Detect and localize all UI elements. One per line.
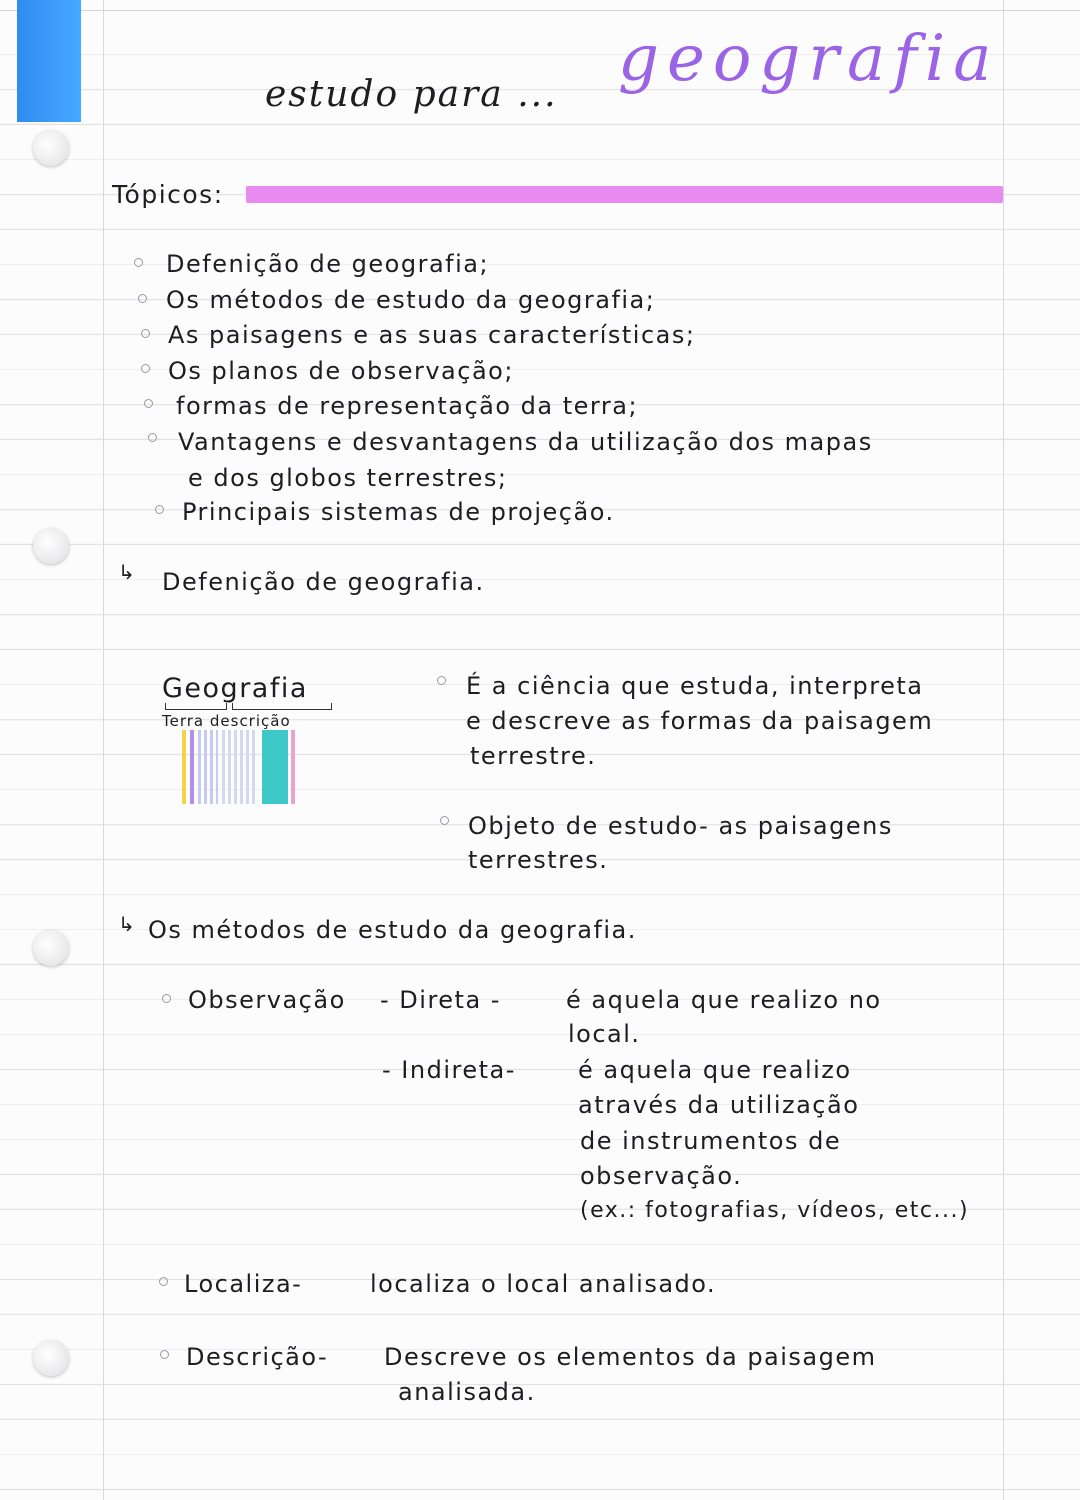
right-margin-line: [1003, 0, 1004, 1500]
descricao-line: analisada.: [398, 1378, 536, 1406]
header-prefix: estudo para ...: [265, 74, 558, 115]
descricao-label: Descrição-: [186, 1343, 329, 1371]
indireta-line: é aquela que realizo: [578, 1056, 852, 1084]
highlighter-swatch: [222, 730, 258, 804]
highlighter-swatch: [190, 730, 194, 804]
topic-item: Defenição de geografia;: [166, 250, 490, 278]
descricao-line: Descreve os elementos da paisagem: [384, 1343, 877, 1371]
topic-item: As paisagens e as suas características;: [168, 321, 696, 349]
topics-highlight-bar: [246, 186, 1003, 203]
bullet-icon: [141, 364, 150, 373]
topic-item: formas de representação da terra;: [176, 392, 639, 420]
geografia-word: Geografia: [162, 673, 308, 704]
highlighter-swatch: [182, 730, 186, 804]
indireta-line: através da utilização: [578, 1091, 860, 1119]
section-heading: Os métodos de estudo da geografia.: [148, 916, 637, 944]
page-tab-marker: [17, 0, 81, 122]
bullet-icon: [134, 258, 143, 267]
highlighter-swatch: [198, 730, 218, 804]
underbrace-terra: [165, 703, 227, 710]
binder-hole: [33, 130, 69, 166]
word-parts: Terra descrição: [162, 712, 291, 730]
topic-item: Os métodos de estudo da geografia;: [166, 286, 656, 314]
bullet-icon: [160, 1350, 169, 1359]
indireta-line: de instrumentos de: [580, 1127, 842, 1155]
bullet-icon: [148, 433, 157, 442]
direta-label: - Direta -: [380, 986, 501, 1014]
topic-item-continuation: e dos globos terrestres;: [188, 464, 508, 492]
bullet-icon: [141, 329, 150, 338]
arrow-icon: ↳: [118, 560, 135, 584]
highlighter-swatch: [291, 730, 295, 804]
topic-item: Principais sistemas de projeção.: [182, 498, 615, 526]
bullet-icon: [162, 994, 171, 1003]
indireta-example: (ex.: fotografias, vídeos, etc...): [580, 1198, 970, 1223]
topic-item: Os planos de observação;: [168, 357, 514, 385]
bullet-icon: [138, 294, 147, 303]
definition-line: É a ciência que estuda, interpreta: [466, 672, 924, 700]
top-rule: [0, 10, 1080, 11]
bullet-icon: [437, 676, 446, 685]
localiza-text: localiza o local analisado.: [370, 1270, 717, 1298]
left-margin-line: [103, 0, 104, 1500]
object-line: terrestres.: [468, 846, 609, 874]
underbrace-descricao: [232, 703, 332, 710]
observacao-label: Observação: [188, 986, 346, 1014]
arrow-icon: ↳: [118, 912, 135, 936]
header-subject: geografia: [618, 22, 1000, 96]
bullet-icon: [155, 505, 164, 514]
direta-line: é aquela que realizo no: [566, 986, 882, 1014]
bullet-icon: [144, 399, 153, 408]
topics-label: Tópicos:: [112, 180, 224, 209]
section-heading: Defenição de geografia.: [162, 568, 485, 596]
indireta-label: - Indireta-: [382, 1056, 516, 1084]
binder-hole: [33, 528, 69, 564]
indireta-line: observação.: [580, 1162, 743, 1190]
bullet-icon: [159, 1277, 168, 1286]
bullet-icon: [440, 816, 449, 825]
definition-line: e descreve as formas da paisagem: [466, 707, 934, 735]
highlighter-swatch: [262, 730, 288, 804]
object-line: Objeto de estudo- as paisagens: [468, 812, 893, 840]
binder-hole: [33, 930, 69, 966]
binder-hole: [33, 1340, 69, 1376]
definition-line: terrestre.: [470, 742, 597, 770]
direta-line: local.: [568, 1020, 641, 1048]
localiza-label: Localiza-: [184, 1270, 303, 1298]
topic-item: Vantagens e desvantagens da utilização dos mapas: [178, 428, 873, 456]
